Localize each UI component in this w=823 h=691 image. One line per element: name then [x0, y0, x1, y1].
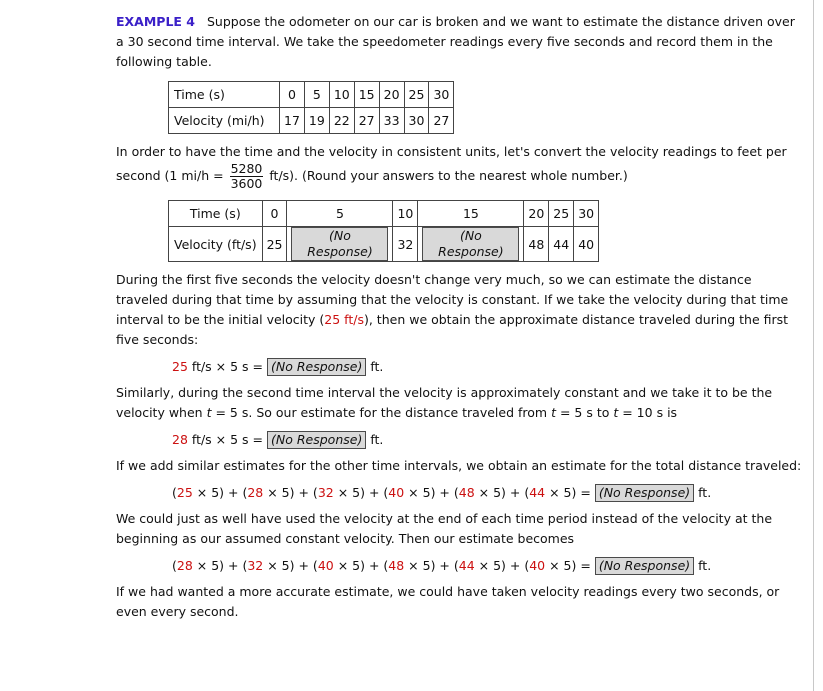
response-box[interactable]: (No Response)	[422, 227, 519, 261]
conversion-text-a: In order to have the time and the velocity in consistent units, let's convert the velocity readings to feet per second (1 mi/h =	[116, 144, 787, 183]
intro-text: Suppose the odometer on our car is broken and we want to estimate the distance driven over a 30 second time interval. We take the speedometer readings every five seconds and record them in the following table.	[116, 14, 795, 69]
time-expression: t = 5 s	[551, 405, 593, 420]
unit-label: ft.	[698, 558, 712, 573]
table-cell: 5	[287, 201, 393, 227]
closing-paragraph: If we had wanted a more accurate estimate, we could have taken velocity readings every two seconds, or even every second.	[116, 584, 780, 619]
velocity-header: Velocity (ft/s)	[169, 227, 263, 262]
velocity-value: 32	[317, 485, 334, 500]
response-box[interactable]: (No Response)	[267, 431, 366, 449]
table-cell: 32	[393, 227, 418, 262]
velocity-value: 48	[458, 485, 475, 500]
table-row	[169, 82, 454, 108]
table-cell: 0	[280, 82, 305, 108]
response-box[interactable]: (No Response)	[595, 484, 694, 502]
fraction-denominator: 3600	[230, 176, 263, 191]
velocity-value: 40	[388, 485, 405, 500]
velocity-value: 44	[458, 558, 475, 573]
table-row	[169, 108, 454, 134]
time-header: Time (s)	[169, 201, 263, 227]
velocity-value: 28	[172, 432, 188, 447]
total-estimate-paragraph: If we add similar estimates for the other time intervals, we obtain an estimate for the total distance traveled:	[116, 458, 802, 473]
velocity-value: 48	[388, 558, 405, 573]
example-title: EXAMPLE 4	[116, 14, 196, 29]
paragraph-text: Similarly, during the second time interval the velocity is approximately constant and we take it to be the velocity when	[116, 385, 773, 420]
table-cell: 44	[549, 227, 574, 262]
table-cell: 27	[429, 108, 454, 134]
table-cell: 30	[404, 108, 429, 134]
table-cell	[418, 227, 524, 262]
conversion-text-b: ft/s). (Round your answers to the nearest whole number.)	[269, 168, 628, 183]
paragraph-text: is	[667, 405, 678, 420]
table-cell: 25	[262, 227, 287, 262]
paragraph-text: During the first five seconds the velocity doesn't change very much, so we can estimate the distance traveled during that time by assuming that the velocity is constant. If we take the velocity during that time interval to be the initial velocity (	[116, 272, 789, 327]
table-cell	[287, 227, 393, 262]
velocity-value: 28	[247, 485, 264, 500]
second-interval-paragraph	[116, 383, 806, 423]
fraction-numerator: 5280	[230, 161, 263, 176]
table-cell: 20	[379, 82, 404, 108]
table-row	[169, 201, 599, 227]
equation-first-interval	[116, 357, 806, 377]
response-box[interactable]: (No Response)	[595, 557, 694, 575]
table-cell: 15	[354, 82, 379, 108]
table-cell: 20	[524, 201, 549, 227]
response-box[interactable]: (No Response)	[267, 358, 366, 376]
time-expression: t = 10 s	[613, 405, 664, 420]
velocity-value: 40	[529, 558, 546, 573]
velocity-value: 25	[172, 359, 188, 374]
table-cell: 19	[304, 108, 329, 134]
time-header: Time (s)	[169, 82, 280, 108]
right-border-line	[813, 0, 814, 691]
example-content	[116, 12, 806, 622]
sum-equation-left: (25 × 5) + (28 × 5) + (32 × 5) + (40 × 5) + (48 × 5) + (44 × 5) = (No Response) ft.	[172, 485, 712, 500]
table-cell: 5	[304, 82, 329, 108]
time-expression: t = 5 s.	[206, 405, 253, 420]
table-row	[169, 227, 599, 262]
unit-label: ft.	[370, 359, 384, 374]
velocity-value: 32	[247, 558, 264, 573]
initial-velocity-value: 25 ft/s	[324, 312, 364, 327]
equation-second-interval	[116, 430, 806, 450]
unit-label: ft.	[370, 432, 384, 447]
velocity-value: 44	[529, 485, 546, 500]
table-cell: 10	[329, 82, 354, 108]
table-cell: 10	[393, 201, 418, 227]
table-cell: 27	[354, 108, 379, 134]
table-cell: 22	[329, 108, 354, 134]
velocity-header: Velocity (mi/h)	[169, 108, 280, 134]
mph-table	[168, 81, 454, 134]
table-cell: 48	[524, 227, 549, 262]
velocity-value: 28	[176, 558, 193, 573]
table-cell: 15	[418, 201, 524, 227]
sum-equation-right: (28 × 5) + (32 × 5) + (40 × 5) + (48 × 5) + (44 × 5) + (40 × 5) = (No Response) ft.	[172, 558, 712, 573]
equation-text: ft/s × 5 s =	[191, 359, 264, 374]
right-endpoint-paragraph: We could just as well have used the velocity at the end of each time period instead of the velocity at the beginning as our assumed constant velocity. Then our estimate becomes	[116, 511, 773, 546]
unit-label: ft.	[698, 485, 712, 500]
table-cell: 30	[429, 82, 454, 108]
velocity-value: 40	[317, 558, 334, 573]
paragraph-text: to	[596, 405, 610, 420]
table-cell: 0	[262, 201, 287, 227]
conversion-paragraph	[116, 142, 806, 191]
velocity-value: 25	[176, 485, 193, 500]
fts-table	[168, 200, 599, 262]
conversion-fraction	[230, 162, 264, 191]
table-cell: 25	[549, 201, 574, 227]
table-cell: 30	[574, 201, 599, 227]
paragraph-text: So our estimate for the distance traveled from	[256, 405, 548, 420]
table-cell: 33	[379, 108, 404, 134]
first-interval-paragraph	[116, 270, 806, 350]
table-cell: 40	[574, 227, 599, 262]
intro-paragraph	[116, 12, 806, 72]
paragraph-text: ), then we obtain the approximate distance traveled during the first five seconds:	[116, 312, 789, 347]
table-cell: 17	[280, 108, 305, 134]
response-box[interactable]: (No Response)	[291, 227, 388, 261]
table-cell: 25	[404, 82, 429, 108]
equation-text: ft/s × 5 s =	[191, 432, 264, 447]
